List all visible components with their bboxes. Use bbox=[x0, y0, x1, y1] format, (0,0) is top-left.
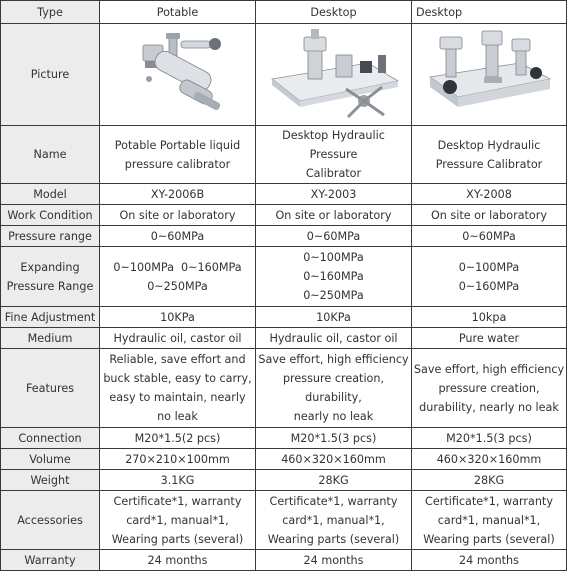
connection-value-3: M20*1.5(3 pcs) bbox=[412, 428, 567, 449]
accessories-value-1-line-1: Certificate*1, warranty bbox=[113, 494, 242, 508]
row-accessories bbox=[1, 491, 567, 550]
label-connection: Connection bbox=[1, 428, 100, 449]
expanding-value-1-line-2: 0~250MPa bbox=[147, 279, 208, 293]
name-value-1 bbox=[100, 126, 256, 184]
expanding-value-3-line-1: 0~100MPa bbox=[458, 260, 520, 274]
row-type bbox=[1, 1, 567, 24]
accessories-value-3 bbox=[412, 491, 567, 550]
row-work-condition bbox=[1, 205, 567, 226]
accessories-value-1-line-3: Wearing parts (several) bbox=[111, 532, 244, 546]
features-value-1-line-1: Reliable, save effort and bbox=[109, 353, 246, 366]
picture-cell-3 bbox=[412, 24, 567, 126]
medium-value-2: Hydraulic oil, castor oil bbox=[256, 328, 412, 349]
connection-value-2: M20*1.5(3 pcs) bbox=[256, 428, 412, 449]
medium-value-1: Hydraulic oil, castor oil bbox=[100, 328, 256, 349]
volume-value-2: 460×320×160mm bbox=[256, 449, 412, 470]
weight-value-3: 28KG bbox=[412, 470, 567, 491]
work-condition-value-1: On site or laboratory bbox=[100, 205, 256, 226]
accessories-value-3-line-3: Wearing parts (several) bbox=[423, 532, 555, 546]
label-work-condition: Work Condition bbox=[1, 205, 100, 226]
warranty-value-2: 24 months bbox=[256, 550, 412, 571]
row-name bbox=[1, 126, 567, 184]
features-value-1 bbox=[100, 349, 256, 428]
name-value-1-line-1: Potable Portable liquid bbox=[114, 138, 241, 152]
model-value-3: XY-2008 bbox=[412, 184, 567, 205]
row-fine-adjustment bbox=[1, 307, 567, 328]
label-volume: Volume bbox=[1, 449, 100, 470]
row-connection bbox=[1, 428, 567, 449]
name-value-3-line-1: Desktop Hydraulic bbox=[437, 138, 541, 152]
volume-value-3: 460×320×160mm bbox=[412, 449, 567, 470]
accessories-value-2-line-2: card*1, manual*1, bbox=[282, 513, 385, 527]
row-medium bbox=[1, 328, 567, 349]
features-value-1-line-3: easy to maintain, nearly bbox=[109, 391, 246, 404]
picture-cell-2 bbox=[256, 24, 412, 126]
name-value-3 bbox=[412, 126, 567, 184]
expanding-value-2 bbox=[256, 247, 412, 307]
expanding-value-2-line-2: 0~160MPa bbox=[303, 270, 364, 283]
fine-adjustment-value-2: 10KPa bbox=[256, 307, 412, 328]
connection-value-1: M20*1.5(2 pcs) bbox=[100, 428, 256, 449]
expanding-value-2-line-3: 0~250MPa bbox=[303, 289, 364, 302]
weight-value-2: 28KG bbox=[256, 470, 412, 491]
desktop-pressure-calibrator-twin-image bbox=[424, 27, 554, 123]
features-value-1-line-4: no leak bbox=[157, 410, 198, 423]
label-picture: Picture bbox=[1, 24, 100, 126]
label-expanding-pressure-range bbox=[1, 247, 100, 307]
row-volume bbox=[1, 449, 567, 470]
features-value-3-line-1: Save effort, high efficiency bbox=[413, 362, 565, 376]
type-value-3: Desktop bbox=[412, 1, 567, 24]
fine-adjustment-value-3: 10kpa bbox=[412, 307, 567, 328]
label-expanding-line-2: Pressure Range bbox=[6, 279, 94, 293]
label-accessories: Accessories bbox=[1, 491, 100, 550]
name-value-2-line-2: Calibrator bbox=[305, 167, 362, 180]
expanding-value-1 bbox=[100, 247, 256, 307]
row-picture bbox=[1, 24, 567, 126]
row-expanding-pressure-range bbox=[1, 247, 567, 307]
label-type: Type bbox=[1, 1, 100, 24]
accessories-value-1 bbox=[100, 491, 256, 550]
pressure-range-value-3: 0~60MPa bbox=[412, 226, 567, 247]
label-name: Name bbox=[1, 126, 100, 184]
row-model bbox=[1, 184, 567, 205]
pressure-pump-handheld-image bbox=[123, 27, 233, 123]
work-condition-value-2: On site or laboratory bbox=[256, 205, 412, 226]
features-value-2-line-2: pressure creation, durability, bbox=[282, 372, 385, 404]
row-features bbox=[1, 349, 567, 428]
features-value-3-line-3: durability, nearly no leak bbox=[419, 400, 559, 414]
accessories-value-2 bbox=[256, 491, 412, 550]
picture-cell-1 bbox=[100, 24, 256, 126]
label-weight: Weight bbox=[1, 470, 100, 491]
accessories-value-3-line-2: card*1, manual*1, bbox=[437, 513, 541, 527]
pressure-range-value-1: 0~60MPa bbox=[100, 226, 256, 247]
accessories-value-3-line-1: Certificate*1, warranty bbox=[425, 494, 553, 508]
work-condition-value-3: On site or laboratory bbox=[412, 205, 567, 226]
fine-adjustment-value-1: 10KPa bbox=[100, 307, 256, 328]
label-features: Features bbox=[1, 349, 100, 428]
expanding-value-3-line-2: 0~160MPa bbox=[458, 279, 520, 293]
desktop-pressure-calibrator-wheel-image bbox=[264, 27, 404, 123]
label-model: Model bbox=[1, 184, 100, 205]
warranty-value-1: 24 months bbox=[100, 550, 256, 571]
label-medium: Medium bbox=[1, 328, 100, 349]
label-pressure-range: Pressure range bbox=[1, 226, 100, 247]
name-value-3-line-2: Pressure Calibrator bbox=[435, 157, 543, 171]
volume-value-1: 270×210×100mm bbox=[100, 449, 256, 470]
features-value-2-line-3: nearly no leak bbox=[293, 410, 374, 423]
row-weight bbox=[1, 470, 567, 491]
name-value-1-line-2: pressure calibrator bbox=[124, 157, 231, 171]
features-value-1-line-2: buck stable, easy to carry, bbox=[103, 372, 252, 385]
weight-value-1: 3.1KG bbox=[100, 470, 256, 491]
type-value-1: Potable bbox=[100, 1, 256, 24]
accessories-value-1-line-2: card*1, manual*1, bbox=[126, 513, 229, 527]
expanding-value-2-line-1: 0~100MPa bbox=[303, 251, 364, 264]
row-warranty bbox=[1, 550, 567, 571]
expanding-value-1-line-1: 0~100MPa 0~160MPa bbox=[113, 260, 242, 274]
row-pressure-range bbox=[1, 226, 567, 247]
label-fine-adjustment: Fine Adjustment bbox=[1, 307, 100, 328]
label-warranty: Warranty bbox=[1, 550, 100, 571]
type-value-2: Desktop bbox=[256, 1, 412, 24]
model-value-2: XY-2003 bbox=[256, 184, 412, 205]
accessories-value-2-line-1: Certificate*1, warranty bbox=[269, 494, 398, 508]
warranty-value-3: 24 months bbox=[412, 550, 567, 571]
accessories-value-2-line-3: Wearing parts (several) bbox=[267, 532, 400, 546]
features-value-3-line-2: pressure creation, bbox=[438, 381, 540, 395]
medium-value-3: Pure water bbox=[412, 328, 567, 349]
expanding-value-3 bbox=[412, 247, 567, 307]
pressure-range-value-2: 0~60MPa bbox=[256, 226, 412, 247]
name-value-2 bbox=[256, 126, 412, 184]
name-value-2-line-1: Desktop Hydraulic Pressure bbox=[282, 129, 385, 161]
features-value-2-line-1: Save effort, high efficiency bbox=[258, 353, 409, 366]
label-expanding-line-1: Expanding bbox=[20, 260, 80, 274]
features-value-2 bbox=[256, 349, 412, 428]
model-value-1: XY-2006B bbox=[100, 184, 256, 205]
features-value-3 bbox=[412, 349, 567, 428]
